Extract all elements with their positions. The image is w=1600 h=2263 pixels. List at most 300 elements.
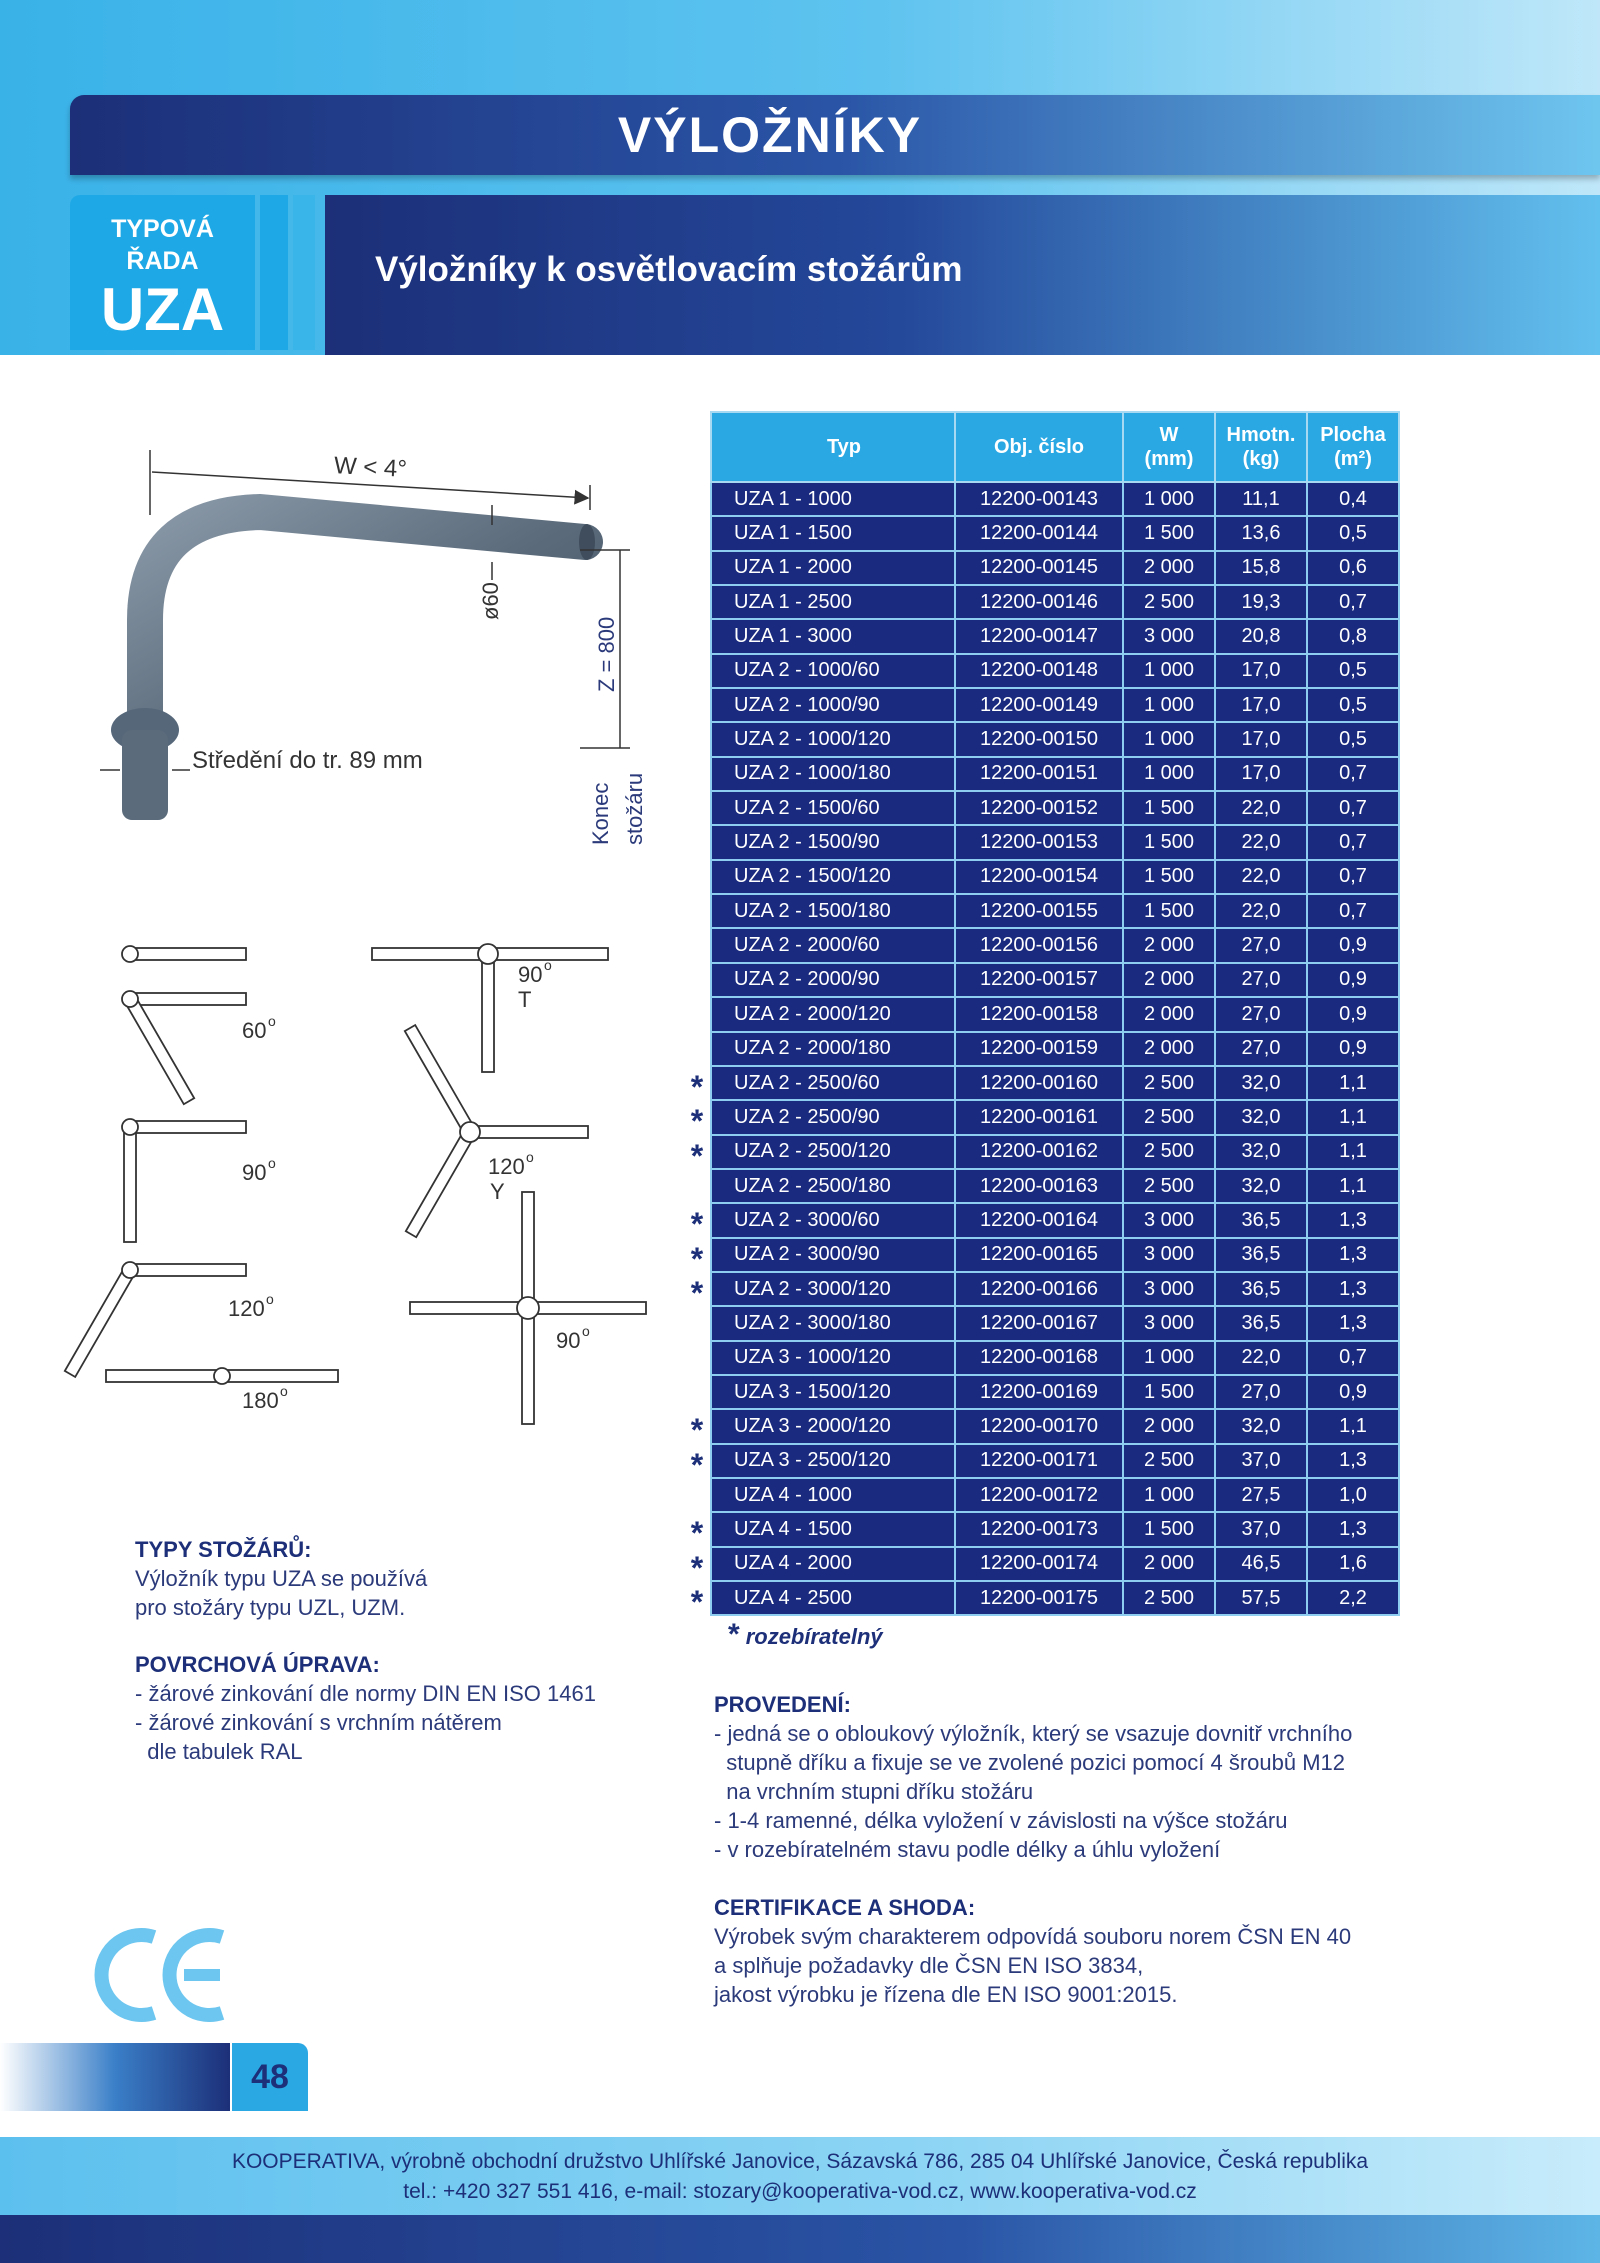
cell-width: 2 000 [1123, 1032, 1215, 1066]
cell-order-number: 12200-00144 [955, 516, 1123, 550]
cell-weight: 19,3 [1215, 585, 1307, 619]
table-row [711, 1238, 1399, 1272]
angle-60-label: 60 [242, 1018, 267, 1043]
detachable-star [686, 1342, 708, 1376]
pole-mark [122, 946, 138, 962]
decor-stripe [260, 195, 288, 350]
cell-type: UZA 2 - 2000/180 [711, 1032, 955, 1066]
table-row [711, 585, 1399, 619]
cell-order-number: 12200-00157 [955, 963, 1123, 997]
cell-order-number: 12200-00165 [955, 1238, 1123, 1272]
detachable-star: * [690, 1515, 704, 1552]
cell-width: 2 500 [1123, 585, 1215, 619]
detachable-star [686, 552, 708, 586]
cell-order-number: 12200-00170 [955, 1409, 1123, 1443]
cell-width: 2 000 [1123, 997, 1215, 1031]
detachable-star: * [690, 1068, 704, 1105]
detachable-star: * [690, 1446, 704, 1483]
column-header: Hmotn. (kg) [1215, 412, 1307, 482]
cell-order-number: 12200-00156 [955, 928, 1123, 962]
column-header: W (mm) [1123, 412, 1215, 482]
table-row [711, 1135, 1399, 1169]
column-header: Typ [711, 412, 955, 482]
cell-weight: 17,0 [1215, 654, 1307, 688]
cell-area: 0,9 [1307, 1032, 1399, 1066]
cell-area: 0,5 [1307, 722, 1399, 756]
detachable-star: * [690, 1137, 704, 1174]
cell-order-number: 12200-00143 [955, 482, 1123, 516]
table-legend [728, 1618, 883, 1652]
footer-address: KOOPERATIVA, výrobně obchodní družstvo Uhlířské Janovice, Sázavská 786, 285 04 Uhlířské Janovice, Česká republika [231, 2150, 1369, 2173]
cell-area: 2,2 [1307, 1581, 1399, 1615]
cell-order-number: 12200-00163 [955, 1169, 1123, 1203]
detachable-star: * [690, 1274, 704, 1311]
cell-area: 1,3 [1307, 1272, 1399, 1306]
cell-weight: 15,8 [1215, 551, 1307, 585]
degree-mark: o [582, 1323, 590, 1339]
cell-type: UZA 4 - 1000 [711, 1478, 955, 1512]
cell-area: 0,5 [1307, 654, 1399, 688]
angle-120-label: 120 [228, 1296, 265, 1321]
cell-weight: 37,0 [1215, 1444, 1307, 1478]
diameter-label: ø60 [478, 582, 503, 620]
detachable-star [686, 517, 708, 551]
cell-width: 1 000 [1123, 757, 1215, 791]
cell-weight: 32,0 [1215, 1066, 1307, 1100]
cell-weight: 32,0 [1215, 1135, 1307, 1169]
table-header-row [711, 412, 1399, 482]
table-row [711, 1341, 1399, 1375]
detachable-markers [686, 483, 708, 1620]
cell-area: 0,6 [1307, 551, 1399, 585]
table-row [711, 1203, 1399, 1237]
cell-width: 2 000 [1123, 928, 1215, 962]
detachable-star [686, 998, 708, 1032]
cell-width: 1 500 [1123, 1375, 1215, 1409]
cell-weight: 37,0 [1215, 1512, 1307, 1546]
page-number: 48 [232, 2043, 308, 2111]
centering-label: Středění do tr. 89 mm [192, 747, 423, 774]
w-label: W < 4° [333, 452, 408, 483]
cell-weight: 27,0 [1215, 1032, 1307, 1066]
cell-area: 0,7 [1307, 1341, 1399, 1375]
cell-order-number: 12200-00146 [955, 585, 1123, 619]
cell-type: UZA 1 - 1500 [711, 516, 955, 550]
cell-area: 1,0 [1307, 1478, 1399, 1512]
cell-type: UZA 3 - 1000/120 [711, 1341, 955, 1375]
cell-order-number: 12200-00154 [955, 860, 1123, 894]
cell-type: UZA 2 - 2500/120 [711, 1135, 955, 1169]
cell-weight: 22,0 [1215, 791, 1307, 825]
cell-weight: 36,5 [1215, 1306, 1307, 1340]
detachable-star [686, 929, 708, 963]
cell-order-number: 12200-00148 [955, 654, 1123, 688]
cell-area: 1,3 [1307, 1238, 1399, 1272]
arm [470, 1126, 588, 1138]
cell-type: UZA 4 - 2500 [711, 1581, 955, 1615]
cell-area: 0,9 [1307, 997, 1399, 1031]
detachable-star [686, 758, 708, 792]
cell-area: 1,1 [1307, 1135, 1399, 1169]
cell-width: 1 000 [1123, 1478, 1215, 1512]
cell-weight: 32,0 [1215, 1100, 1307, 1134]
cell-order-number: 12200-00168 [955, 1341, 1123, 1375]
cell-type: UZA 4 - 1500 [711, 1512, 955, 1546]
cell-weight: 27,0 [1215, 928, 1307, 962]
detachable-star: * [690, 1240, 704, 1277]
cell-order-number: 12200-00147 [955, 619, 1123, 653]
cell-type: UZA 3 - 2500/120 [711, 1444, 955, 1478]
arm [125, 996, 194, 1104]
cell-width: 1 000 [1123, 482, 1215, 516]
cell-width: 1 500 [1123, 825, 1215, 859]
cell-type: UZA 2 - 1000/90 [711, 688, 955, 722]
z-label: Z = 800 [594, 616, 619, 692]
cell-area: 0,9 [1307, 963, 1399, 997]
cell-order-number: 12200-00155 [955, 894, 1123, 928]
table-body [711, 482, 1399, 1615]
t-type-label: T [518, 987, 532, 1012]
cell-type: UZA 1 - 1000 [711, 482, 955, 516]
footer-bottom-bar [0, 2215, 1600, 2263]
cell-weight: 27,5 [1215, 1478, 1307, 1512]
cell-area: 0,5 [1307, 516, 1399, 550]
cell-order-number: 12200-00145 [955, 551, 1123, 585]
cell-area: 0,7 [1307, 791, 1399, 825]
cell-area: 0,4 [1307, 482, 1399, 516]
detachable-star [686, 895, 708, 929]
pole-mark [122, 1119, 138, 1135]
cell-type: UZA 2 - 2000/120 [711, 997, 955, 1031]
certification-body: Výrobek svým charakterem odpovídá souboru norem ČSN EN 40 a splňuje požadavky dle ČSN EN ISO 3834, jakost výrobku je řízena dle EN ISO 9001:2015. [714, 1924, 1352, 2007]
cell-weight: 20,8 [1215, 619, 1307, 653]
cell-order-number: 12200-00150 [955, 722, 1123, 756]
cell-type: UZA 4 - 2000 [711, 1547, 955, 1581]
detachable-star [686, 861, 708, 895]
cell-order-number: 12200-00167 [955, 1306, 1123, 1340]
arm [124, 1127, 136, 1242]
cell-width: 1 500 [1123, 1512, 1215, 1546]
cell-weight: 36,5 [1215, 1203, 1307, 1237]
arm [128, 1264, 246, 1276]
table-row [711, 1547, 1399, 1581]
certification-heading: CERTIFIKACE A SHODA: [714, 1895, 976, 1920]
cell-order-number: 12200-00172 [955, 1478, 1123, 1512]
detachable-star [686, 655, 708, 689]
cell-type: UZA 2 - 1000/180 [711, 757, 955, 791]
certification-section [714, 1893, 1351, 2009]
cell-type: UZA 2 - 3000/180 [711, 1306, 955, 1340]
cell-width: 3 000 [1123, 1306, 1215, 1340]
degree-mark: o [266, 1291, 274, 1307]
cell-area: 0,7 [1307, 757, 1399, 791]
detachable-star [686, 620, 708, 654]
table-row [711, 997, 1399, 1031]
cell-order-number: 12200-00174 [955, 1547, 1123, 1581]
degree-mark: o [544, 957, 552, 973]
cell-order-number: 12200-00158 [955, 997, 1123, 1031]
table-row [711, 1375, 1399, 1409]
cell-width: 1 500 [1123, 791, 1215, 825]
pole-mark [122, 1262, 138, 1278]
cell-order-number: 12200-00152 [955, 791, 1123, 825]
cell-order-number: 12200-00161 [955, 1100, 1123, 1134]
table-row [711, 757, 1399, 791]
cell-type: UZA 2 - 1000/60 [711, 654, 955, 688]
cell-width: 3 000 [1123, 619, 1215, 653]
page-subtitle: Výložníky k osvětlovacím stožárům [375, 250, 963, 289]
y-angle-label: 120 [488, 1154, 525, 1179]
cell-weight: 17,0 [1215, 722, 1307, 756]
cell-type: UZA 1 - 3000 [711, 619, 955, 653]
x-angle-label: 90 [556, 1328, 581, 1353]
cell-type: UZA 1 - 2500 [711, 585, 955, 619]
cell-area: 1,1 [1307, 1100, 1399, 1134]
cell-width: 1 500 [1123, 516, 1215, 550]
cell-weight: 27,0 [1215, 1375, 1307, 1409]
badge-line-2: ŘADA [126, 247, 199, 275]
arm [128, 948, 246, 960]
cell-order-number: 12200-00169 [955, 1375, 1123, 1409]
cell-width: 2 500 [1123, 1066, 1215, 1100]
cell-type: UZA 2 - 2000/60 [711, 928, 955, 962]
cell-width: 1 000 [1123, 688, 1215, 722]
cell-area: 0,7 [1307, 825, 1399, 859]
page-title: VÝLOŽNÍKY [617, 107, 923, 163]
cell-area: 1,6 [1307, 1547, 1399, 1581]
table-row [711, 825, 1399, 859]
cell-width: 2 500 [1123, 1169, 1215, 1203]
cell-order-number: 12200-00162 [955, 1135, 1123, 1169]
legend-text: rozebíratelný [745, 1624, 883, 1649]
table-row [711, 551, 1399, 585]
cell-area: 0,9 [1307, 1375, 1399, 1409]
detachable-star [686, 826, 708, 860]
cell-order-number: 12200-00159 [955, 1032, 1123, 1066]
cell-area: 0,9 [1307, 928, 1399, 962]
cell-area: 0,7 [1307, 860, 1399, 894]
pole-types-section [135, 1535, 427, 1622]
table-row [711, 963, 1399, 997]
cell-weight: 13,6 [1215, 516, 1307, 550]
design-body: - jedná se o obloukový výložník, který se vsazuje dovnitř vrchního stupně dříku a fixuje se ve zvolené pozici pomocí 4 šroubů M12 na vrchním stupni dříku stožáru - 1-4 ramenné, délka vyložení v závislosti na výšce stožáru - v rozebíratelném stavu podle délky a úhlu vyložení [714, 1721, 1353, 1862]
cell-width: 3 000 [1123, 1272, 1215, 1306]
cell-area: 1,3 [1307, 1444, 1399, 1478]
cell-width: 1 000 [1123, 654, 1215, 688]
cell-type: UZA 2 - 2000/90 [711, 963, 955, 997]
cell-weight: 22,0 [1215, 825, 1307, 859]
pole-types-body: Výložník typu UZA se používá pro stožáry typu UZL, UZM. [135, 1566, 428, 1620]
badge-line-3: UZA [100, 276, 225, 343]
table-row [711, 619, 1399, 653]
detachable-star [686, 1170, 708, 1204]
table-row [711, 1272, 1399, 1306]
cell-type: UZA 2 - 2500/60 [711, 1066, 955, 1100]
arm [128, 993, 246, 1005]
pole-mark [214, 1368, 230, 1384]
design-section [714, 1690, 1352, 1864]
cell-area: 0,7 [1307, 894, 1399, 928]
detachable-star [686, 689, 708, 723]
cell-weight: 27,0 [1215, 963, 1307, 997]
cell-area: 0,7 [1307, 585, 1399, 619]
footer-contact: tel.: +420 327 551 416, e-mail: stozary@kooperativa-vod.cz, www.kooperativa-vod.cz [403, 2180, 1197, 2203]
cell-weight: 22,0 [1215, 860, 1307, 894]
arm [128, 1121, 246, 1133]
arm [482, 954, 494, 1072]
cell-type: UZA 2 - 3000/90 [711, 1238, 955, 1272]
cell-area: 1,1 [1307, 1169, 1399, 1203]
series-badge [70, 195, 255, 350]
table-row [711, 1032, 1399, 1066]
stozaru-label: stožáru [622, 772, 647, 845]
table-row [711, 1306, 1399, 1340]
cell-weight: 27,0 [1215, 997, 1307, 1031]
cell-area: 1,3 [1307, 1512, 1399, 1546]
cell-width: 2 000 [1123, 551, 1215, 585]
detachable-star [686, 964, 708, 998]
bracket-drawing [100, 430, 660, 860]
detachable-star: * [690, 1584, 704, 1620]
cell-area: 1,3 [1307, 1306, 1399, 1340]
cell-weight: 36,5 [1215, 1238, 1307, 1272]
pole-mark [460, 1122, 480, 1142]
degree-mark: o [526, 1149, 534, 1165]
pipe [145, 512, 585, 770]
table-row [711, 860, 1399, 894]
table-row [711, 1066, 1399, 1100]
cell-order-number: 12200-00164 [955, 1203, 1123, 1237]
cell-type: UZA 2 - 2500/180 [711, 1169, 955, 1203]
legend-star: * [728, 1618, 740, 1651]
column-header: Obj. číslo [955, 412, 1123, 482]
table-row [711, 791, 1399, 825]
cell-order-number: 12200-00149 [955, 688, 1123, 722]
pipe-end [579, 524, 595, 560]
page-number-band [0, 2043, 230, 2111]
cell-width: 1 500 [1123, 860, 1215, 894]
cell-type: UZA 2 - 3000/60 [711, 1203, 955, 1237]
cell-order-number: 12200-00173 [955, 1512, 1123, 1546]
y-type-label: Y [490, 1179, 505, 1204]
degree-mark: o [280, 1383, 288, 1399]
detachable-star [686, 723, 708, 757]
cell-width: 2 500 [1123, 1100, 1215, 1134]
cell-width: 2 000 [1123, 963, 1215, 997]
cell-order-number: 12200-00151 [955, 757, 1123, 791]
table-row [711, 688, 1399, 722]
table-row [711, 1444, 1399, 1478]
cell-width: 2 500 [1123, 1444, 1215, 1478]
table-row [711, 516, 1399, 550]
t-angle-label: 90 [518, 962, 543, 987]
detachable-star: * [690, 1549, 704, 1586]
detachable-star [686, 1307, 708, 1341]
pole-mark [478, 944, 498, 964]
cell-order-number: 12200-00171 [955, 1444, 1123, 1478]
cell-order-number: 12200-00160 [955, 1066, 1123, 1100]
cell-width: 2 500 [1123, 1581, 1215, 1615]
table-row [711, 654, 1399, 688]
cell-weight: 17,0 [1215, 757, 1307, 791]
detachable-star [686, 1033, 708, 1067]
surface-heading: POVRCHOVÁ ÚPRAVA: [135, 1652, 380, 1677]
cell-width: 2 000 [1123, 1547, 1215, 1581]
cell-area: 0,8 [1307, 619, 1399, 653]
angle-180-label: 180 [242, 1388, 279, 1413]
product-table [710, 411, 1400, 1616]
cell-width: 1 000 [1123, 1341, 1215, 1375]
surface-body: - žárové zinkování dle normy DIN EN ISO 1461 - žárové zinkování s vrchním nátěrem dle tabulek RAL [135, 1681, 596, 1764]
cell-type: UZA 3 - 2000/120 [711, 1409, 955, 1443]
table-row [711, 894, 1399, 928]
cell-type: UZA 2 - 1500/90 [711, 825, 955, 859]
cell-type: UZA 2 - 1000/120 [711, 722, 955, 756]
cell-order-number: 12200-00175 [955, 1581, 1123, 1615]
detachable-star: * [690, 1103, 704, 1140]
table-row [711, 722, 1399, 756]
cell-weight: 22,0 [1215, 1341, 1307, 1375]
cell-width: 2 000 [1123, 1409, 1215, 1443]
decor-stripe [293, 195, 315, 350]
pole-mark [122, 991, 138, 1007]
table-row [711, 1512, 1399, 1546]
detachable-star [686, 586, 708, 620]
cell-weight: 57,5 [1215, 1581, 1307, 1615]
arm [65, 1267, 135, 1377]
cell-width: 2 500 [1123, 1135, 1215, 1169]
table-row [711, 482, 1399, 516]
cell-weight: 32,0 [1215, 1409, 1307, 1443]
cell-area: 1,1 [1307, 1066, 1399, 1100]
arm [405, 1025, 475, 1135]
pole-types-heading: TYPY STOŽÁRŮ: [135, 1537, 312, 1562]
column-header: Plocha (m²) [1307, 412, 1399, 482]
cell-area: 1,3 [1307, 1203, 1399, 1237]
degree-mark: o [268, 1155, 276, 1171]
cell-weight: 17,0 [1215, 688, 1307, 722]
konec-label: Konec [588, 782, 613, 845]
cell-type: UZA 1 - 2000 [711, 551, 955, 585]
table-row [711, 928, 1399, 962]
angle-90-label: 90 [242, 1160, 267, 1185]
badge-line-1: TYPOVÁ [111, 215, 214, 243]
detachable-star [686, 1376, 708, 1410]
cell-area: 1,1 [1307, 1409, 1399, 1443]
table-row [711, 1581, 1399, 1615]
cell-type: UZA 3 - 1500/120 [711, 1375, 955, 1409]
configuration-diagrams [60, 930, 660, 1430]
table-row [711, 1478, 1399, 1512]
table-row [711, 1409, 1399, 1443]
cell-area: 0,5 [1307, 688, 1399, 722]
cell-width: 1 500 [1123, 894, 1215, 928]
table-row [711, 1169, 1399, 1203]
cell-weight: 22,0 [1215, 894, 1307, 928]
cell-weight: 46,5 [1215, 1547, 1307, 1581]
cell-weight: 36,5 [1215, 1272, 1307, 1306]
detachable-star [686, 483, 708, 517]
ce-mark-icon [92, 1925, 232, 2025]
arm [406, 1129, 475, 1237]
spigot [122, 730, 168, 820]
cell-weight: 11,1 [1215, 482, 1307, 516]
surface-section [135, 1650, 596, 1766]
design-heading: PROVEDENÍ: [714, 1692, 851, 1717]
detachable-star: * [690, 1412, 704, 1449]
cell-type: UZA 2 - 1500/60 [711, 791, 955, 825]
cell-type: UZA 2 - 1500/120 [711, 860, 955, 894]
